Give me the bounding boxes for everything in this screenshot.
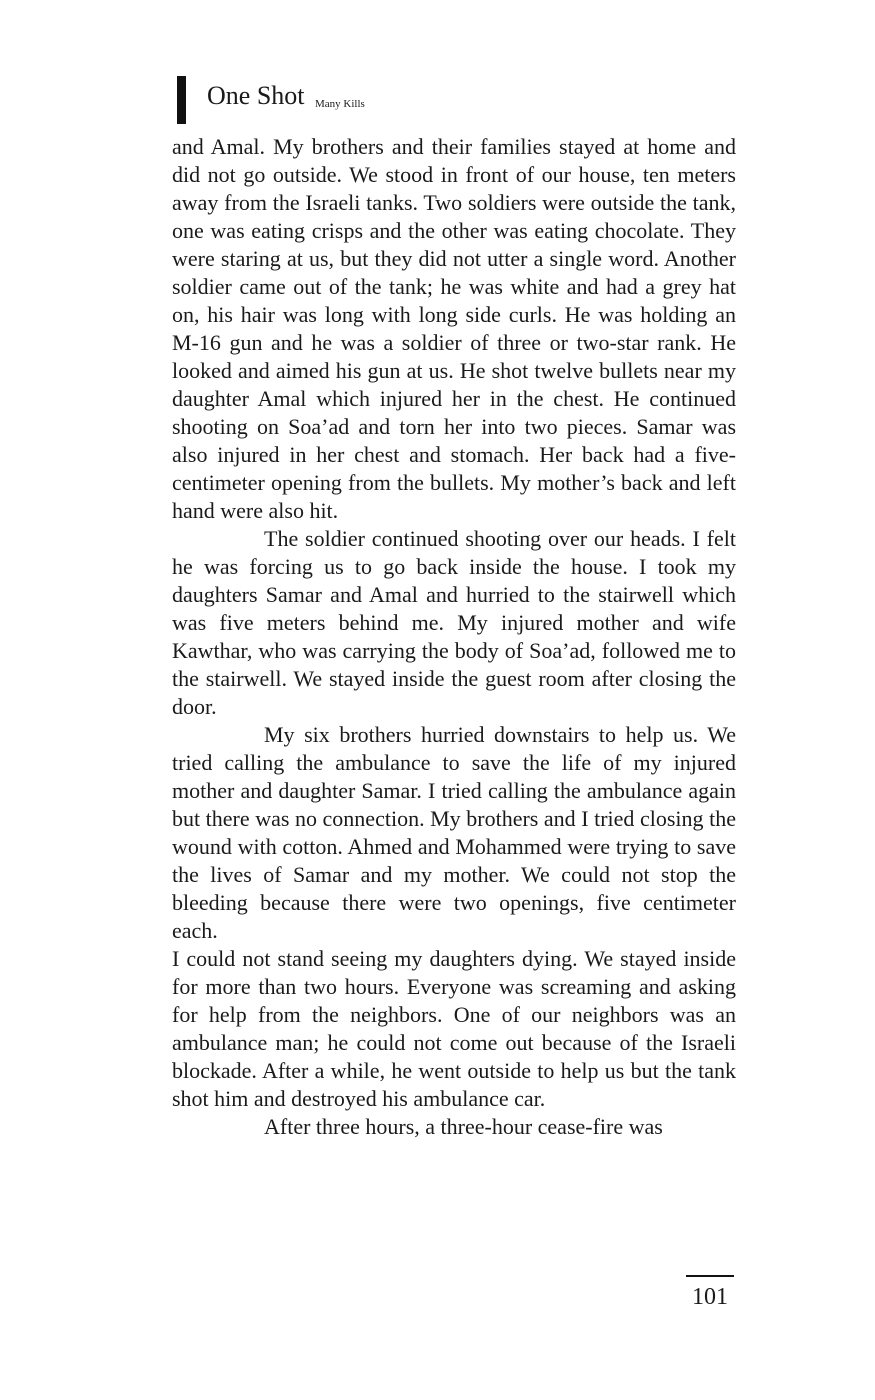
paragraph-5: After three hours, a three-hour cease-fire was [264,1114,663,1139]
paragraph-3: My six brothers hurried downstairs to help us. We tried calling the ambulance to save the life of my injured mother and daughter Samar. I tried calling the ambulance again but there was no connection. My brothers and I tried closing the wound with cotton. Ahmed and Mohammed were trying to save the lives of Samar and my mother. We could not stop the bleeding because there were two openings, five centimeter each. [172,722,736,943]
body-text [172,133,736,1141]
header-bar [177,76,186,124]
page-number: 101 [692,1284,728,1310]
page-number-rule [686,1275,734,1277]
paragraph-1: and Amal. My brothers and their families stayed at home and did not go outside. We stood in front of our house, ten meters away from the Israeli tanks. Two soldiers were outside the tank, one was eating crisps and the other was eating chocolate. They were staring at us, but they did not utter a single word. Another soldier came out of the tank; he was white and had a grey hat on, his hair was long with long side curls. He was holding an M-16 gun and he was a soldier of three or two-star rank. He looked and aimed his gun at us. He shot twelve bullets near my daughter Amal which injured her in the chest. He continued shooting on Soa’ad and torn her into two pieces. Samar was also injured in her chest and stomach. Her back had a five-centimeter opening from the bullets. My mother’s back and left hand were also hit. [172,134,736,523]
paragraph-4: I could not stand seeing my daughters dying. We stayed inside for more than two hours. Everyone was screaming and asking for help from the neighbors. One of our neighbors was an ambulance man; he could not come out because of the Israeli blockade. After a while, he went outside to help us but the tank shot him and destroyed his ambulance car. [172,946,736,1111]
book-title: One Shot [207,81,305,110]
book-subtitle: Many Kills [315,98,365,110]
paragraph-2: The soldier continued shooting over our heads. I felt he was forcing us to go back inside the house. I took my daughters Samar and Amal and hurried to the stairwell which was five meters behind me. My injured mother and wife Kawthar, who was carrying the body of Soa’ad, followed me to the stairwell. We stayed inside the guest room after closing the door. [172,526,736,719]
